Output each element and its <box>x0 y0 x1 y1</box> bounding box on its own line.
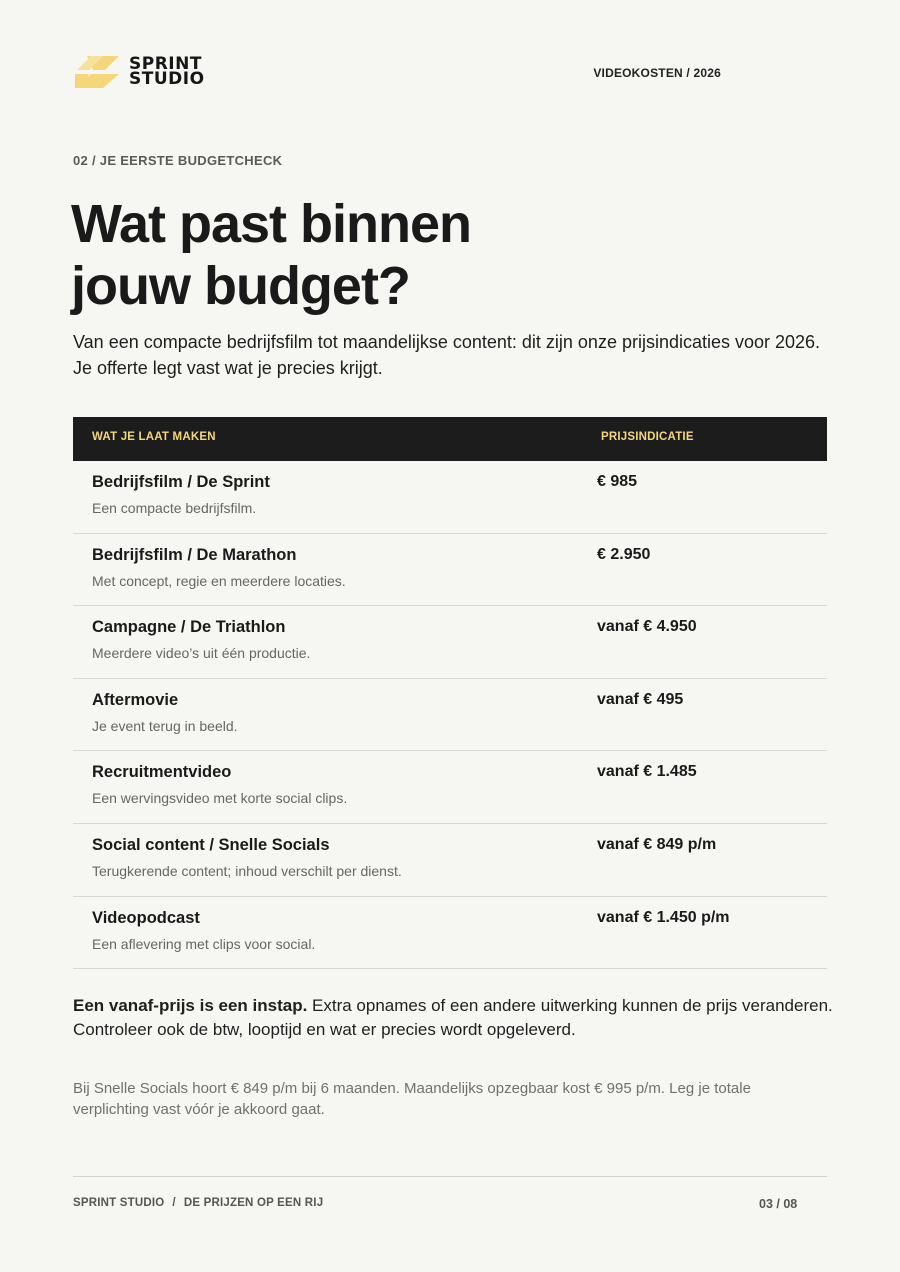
brand-line-2: STUDIO <box>129 69 205 89</box>
fine-print: Bij Snelle Socials hoort € 849 p/m bij 6 maanden. Maandelijks opzegbaar kost € 995 p/m. Leg je totale verplichting vast vóór je akkoord gaat. <box>73 1080 751 1118</box>
footer-separator: / <box>172 1197 176 1209</box>
table-row <box>73 534 827 607</box>
footer-section: DE PRIJZEN OP EEN RIJ <box>183 1197 324 1209</box>
row-price: vanaf € 4.950 <box>597 618 697 636</box>
row-price: vanaf € 849 p/m <box>597 835 717 853</box>
table-row <box>73 606 827 679</box>
row-title: Bedrijfsfilm / De Marathon <box>92 545 297 564</box>
row-title: Campagne / De Triathlon <box>92 618 286 637</box>
row-price: vanaf € 495 <box>597 690 684 708</box>
title-line-1: Wat past binnen <box>71 194 471 254</box>
price-table <box>73 417 827 969</box>
note-emphasis: Een vanaf-prijs is een instap. <box>73 996 308 1015</box>
note-text: Extra opnames of een andere uitwerking kunnen de prijs veranderen. Controleer ook de btw, looptijd en wat er precies wordt opgeleverd. <box>73 996 833 1039</box>
column-header-price: PRIJSINDICATIE <box>601 431 694 443</box>
table-row <box>73 461 827 534</box>
lightning-logo-icon <box>73 54 121 90</box>
row-description: Een compacte bedrijfsfilm. <box>92 500 257 516</box>
footer-breadcrumb <box>73 1197 323 1209</box>
footer-brand: SPRINT STUDIO <box>73 1197 165 1209</box>
brand-wordmark <box>129 54 205 89</box>
brand-line-1: SPRINT <box>129 54 202 74</box>
row-description: Meerdere video’s uit één productie. <box>92 645 311 662</box>
row-title: Aftermovie <box>92 690 179 709</box>
document-label: VIDEOKOSTEN / 2026 <box>593 66 721 80</box>
page-number: 03 / 08 <box>759 1197 798 1211</box>
intro-text: Van een compacte bedrijfsfilm tot maandelijkse content: dit zijn onze prijsindicaties voor 2026. Je offerte legt vast wat je precies krijgt. <box>73 332 821 378</box>
row-price: € 2.950 <box>597 545 651 563</box>
section-eyebrow: 02 / JE EERSTE BUDGETCHECK <box>73 153 283 168</box>
brand-logo <box>73 54 205 90</box>
row-title: Videopodcast <box>92 908 200 927</box>
row-description: Je event terug in beeld. <box>92 717 238 734</box>
page-header <box>73 54 827 90</box>
row-title: Recruitmentvideo <box>92 763 232 782</box>
column-header-item: WAT JE LAAT MAKEN <box>92 431 216 443</box>
table-header <box>73 417 827 461</box>
pricing-note <box>73 994 833 1042</box>
page-title <box>71 193 591 317</box>
table-row <box>73 679 827 752</box>
table-row <box>73 897 827 970</box>
row-description: Een wervingsvideo met korte social clips. <box>92 790 348 807</box>
footer-divider <box>73 1176 827 1177</box>
table-row <box>73 824 827 897</box>
row-description: Met concept, regie en meerdere locaties. <box>92 572 346 589</box>
title-line-2: jouw budget? <box>71 256 410 316</box>
row-title: Social content / Snelle Socials <box>92 835 330 854</box>
row-description: Een aflevering met clips voor social. <box>92 935 316 952</box>
row-price: vanaf € 1.485 <box>597 763 697 781</box>
row-title: Bedrijfsfilm / De Sprint <box>92 473 270 491</box>
row-price: vanaf € 1.450 p/m <box>597 908 730 926</box>
table-row <box>73 751 827 824</box>
row-description: Terugkerende content; inhoud verschilt per dienst. <box>92 862 402 879</box>
row-price: € 985 <box>597 473 638 490</box>
